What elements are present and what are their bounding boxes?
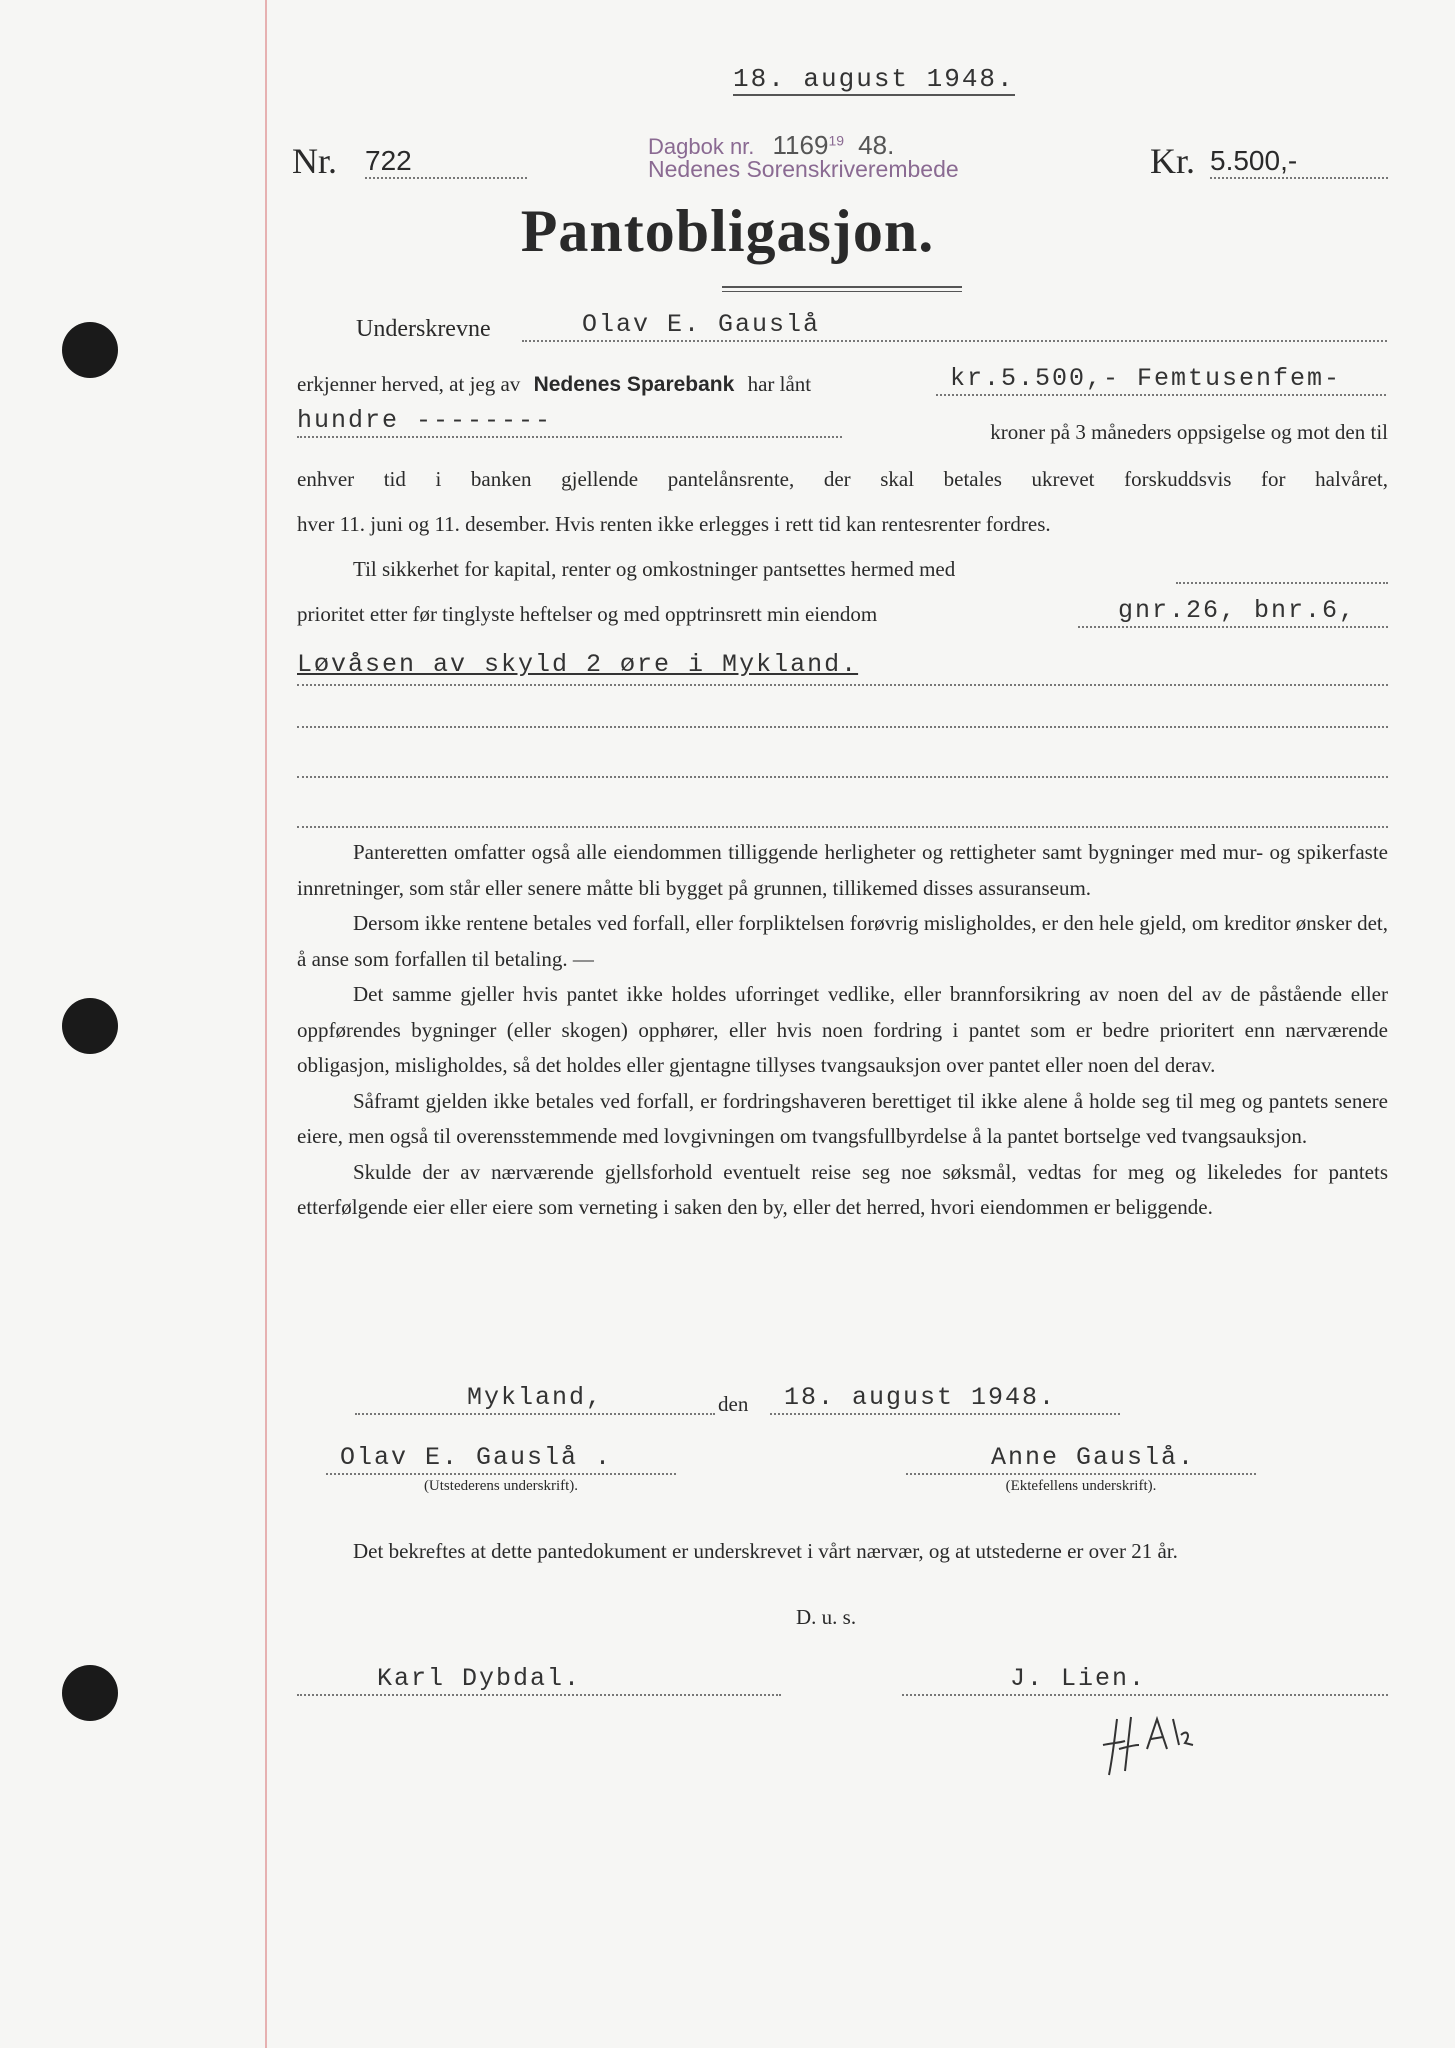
den-label: den	[718, 1392, 749, 1416]
erkjenner-label: erkjenner herved, at jeg av	[297, 372, 521, 396]
date-field	[770, 1383, 1120, 1415]
line-5-blank	[1176, 560, 1388, 584]
kr-field	[1210, 145, 1388, 179]
witness2-field	[902, 1664, 1388, 1696]
spouse-signature-field	[906, 1443, 1256, 1475]
margin-line	[265, 0, 267, 2048]
confirm-block	[297, 1534, 1388, 1570]
property-typed-2: Løvåsen av skyld 2 øre i Mykland.	[297, 650, 859, 679]
issuer-signature-field	[326, 1443, 676, 1475]
sign-date-typed: 18. august 1948.	[784, 1383, 1057, 1412]
underskrevne-field	[522, 310, 1387, 342]
title-underline-2	[722, 291, 962, 292]
body-line-6: prioritet etter før tinglyste heftelser og med opptrinsrett min eiendom	[297, 602, 878, 626]
spouse-caption: (Ektefellens underskrift).	[1005, 1478, 1157, 1494]
dagbok-number: 1169	[772, 130, 829, 160]
punch-hole-top	[62, 322, 118, 378]
punch-hole-bottom	[62, 1665, 118, 1721]
paragraph-dersom: Dersom ikke rentene betales ved forfall, eller forpliktelsen forøvrig misligholdes, er den hele gjeld, om kreditor ønsker det, å anse som forfallen til betaling. —	[297, 911, 1388, 971]
bank-name: Nedenes Sparebank	[533, 373, 735, 396]
witness2-signature: J. Lien.	[1010, 1664, 1147, 1693]
har-lant-label: har lånt	[747, 372, 812, 396]
kr-value: 5.500,-	[1210, 145, 1298, 176]
nr-label: Nr.	[292, 141, 337, 181]
paragraph-panteretten: Panteretten omfatter også alle eiendommen tilliggende herligheter og rettigheter samt bygninger med mur- og spikerfaste innretninger, som står eller senere måtte bli bygget på grunnen, tillikemed disses assuranseum.	[297, 840, 1388, 900]
amount-typed-2: hundre --------	[297, 406, 553, 435]
underskrevne-name: Olav E. Gauslå	[582, 310, 821, 339]
body-line-4: hver 11. juni og 11. desember. Hvis renten ikke erlegges i rett tid kan rentesrenter fordres.	[297, 512, 1051, 536]
blank-line-2	[297, 754, 1388, 778]
amount-typed: kr.5.500,- Femtusenfem-	[950, 364, 1342, 393]
body-line-5: Til sikkerhet for kapital, renter og omkostninger pantsettes hermed med	[353, 557, 956, 581]
kr-label: Kr.	[1150, 141, 1195, 181]
handwritten-initials	[1095, 1705, 1205, 1785]
spouse-signature: Anne Gauslå.	[991, 1443, 1196, 1472]
dagbok-year: 48.	[858, 130, 895, 160]
office-stamp: Nedenes Sorenskriverembede	[648, 156, 959, 182]
dagbok-label: Dagbok nr.	[648, 134, 755, 159]
amount-field	[936, 364, 1386, 396]
issuer-signature: Olav E. Gauslå .	[340, 1443, 613, 1472]
nr-value: 722	[365, 145, 412, 176]
paragraph-saframt: Såframt gjelden ikke betales ved forfall, er fordringshaveren berettiget til ikke alene å holde seg til meg og pantets senere eiere, men også til overensstemmende med lovgivningen om tvangsfullbyrdelse å la pantet bortselge ved tvangsauksjon.	[297, 1088, 1388, 1148]
paragraph-skulde: Skulde der av nærværende gjellsforhold eventuelt reise seg noe søksmål, vedtas for meg og likeledes for pantets etterfølgende eier eller eiere som verneting i saken den by, eller det herred, hvori eiendommen er beliggende.	[297, 1159, 1388, 1219]
dus-label: D. u. s.	[796, 1605, 857, 1629]
punch-hole-middle	[62, 998, 118, 1054]
underskrevne-label: Underskrevne	[356, 316, 491, 342]
witness1-signature: Karl Dybdal.	[377, 1664, 582, 1693]
body-line-3: enhver tid i banken gjellende pantelånsrente, der skal betales ukrevet forskuddsvis for halvåret,	[297, 467, 1388, 491]
blank-line-3	[297, 804, 1388, 828]
confirm-text: Det bekreftes at dette pantedokument er underskrevet i vårt nærvær, og at utstederne er over 21 år.	[353, 1539, 1178, 1563]
issuer-caption: (Utstederens underskrift).	[423, 1478, 579, 1494]
header-date: 18. august 1948.	[733, 64, 1015, 94]
property-typed-1: gnr.26, bnr.6,	[1118, 596, 1357, 625]
dagbok-19: 19	[828, 132, 845, 149]
paragraph-samme: Det samme gjeller hvis pantet ikke holdes uforringet vedlike, eller brannforsikring av noen del av de påstående eller oppførendes bygninger (eller skogen) opphører, eller hvis noen fordring i pantet som er bedre prioritert enn nærværende obligasjon, misligholdes, så det holdes eller gjentagne tillyses tvangsauksjon over pantet eller noen del derav.	[297, 982, 1388, 1077]
place-typed: Mykland,	[466, 1383, 604, 1412]
place-field	[355, 1383, 715, 1415]
amount-field-2	[297, 406, 842, 438]
blank-line-1	[297, 704, 1388, 728]
conditions-paragraphs	[297, 835, 1388, 1226]
witness1-field	[297, 1664, 781, 1696]
document-title: Pantobligasjon.	[520, 198, 935, 264]
property-field-1	[1078, 596, 1388, 628]
erkjenner-text	[297, 372, 811, 397]
kroner-line: kroner på 3 måneders oppsigelse og mot den til	[990, 420, 1388, 444]
title-underline-1	[722, 286, 962, 288]
property-field-2	[297, 650, 1388, 686]
nr-field	[365, 145, 527, 179]
